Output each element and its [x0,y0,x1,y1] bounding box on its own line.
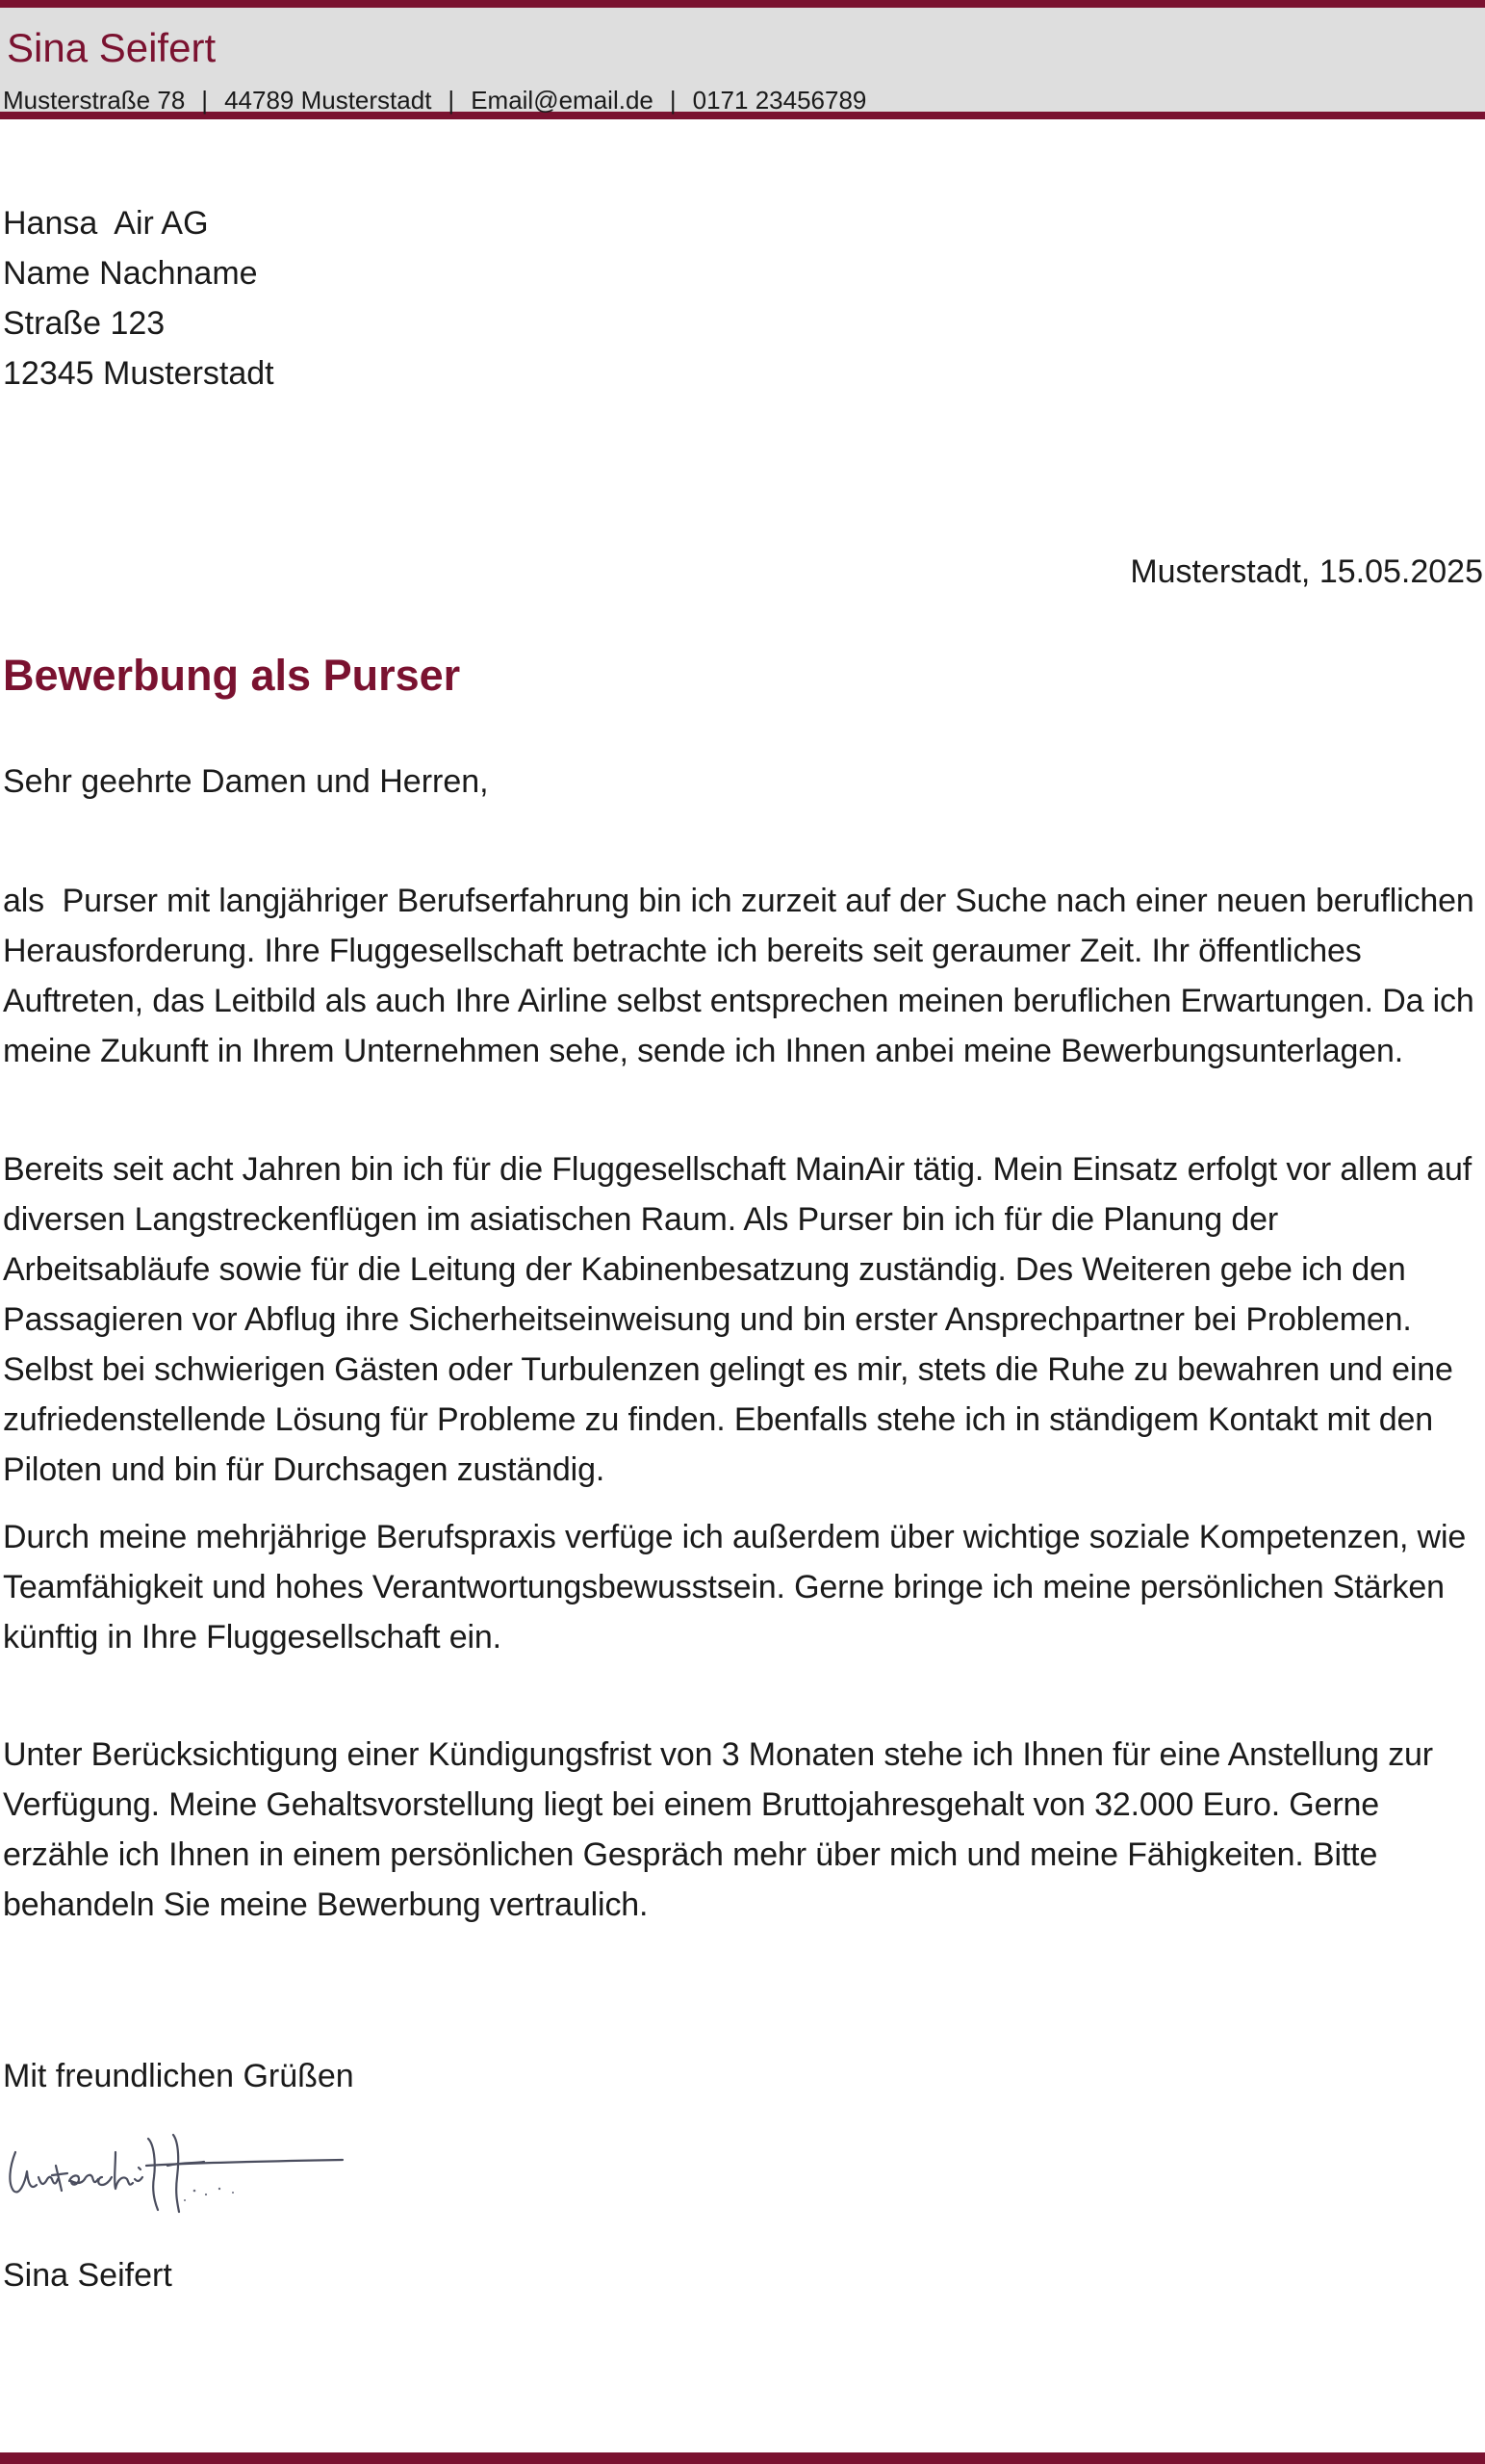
footer-accent-bar [0,2452,1485,2464]
contact-separator: | [201,86,209,115]
recipient-contact: Name Nachname [3,255,258,292]
letterhead [0,0,1485,119]
signer-name: Sina Seifert [3,2257,172,2294]
recipient-street: Straße 123 [3,305,166,342]
body-paragraph-2: Bereits seit acht Jahren bin ich für die Fluggesellschaft MainAir tätig. Mein Einsatz erfolgt vor allem auf diversen Langstreckenflügen im asiatischen Raum. Als Purser bin ich für die Planung der Arbeitsabläufe sowie für die Leitung der Kabinenbesatzung zuständig. Des Weiteren gebe ich den Passagieren vor Abflug ihre Sicherheitseinweisung und bin erster Ansprechpartner bei Problemen. Selbst bei schwierigen Gästen oder Turbulenzen gelingt es mir, stets die Ruhe zu bewahren und eine zufriedenstellende Lösung für Probleme zu finden. Ebenfalls stehe ich in ständigem Kontakt mit den Piloten und bin für Durchsagen zuständig. [3,1151,1472,1488]
recipient-company: Hansa Air AG [3,205,209,242]
recipient-address [3,198,274,398]
contact-separator: | [448,86,455,115]
sender-email: Email@email.de [471,86,653,115]
sender-city: 44789 Musterstadt [224,86,432,115]
recipient-city: 12345 Musterstadt [3,355,274,392]
sender-name: Sina Seifert [7,25,217,70]
sender-contact-line [3,85,866,116]
letter-subject: Bewerbung als Purser [3,651,461,700]
body-paragraph-3: Durch meine mehrjährige Berufspraxis verfüge ich außerdem über wichtige soziale Kompetenzen, wie Teamfähigkeit und hohes Verantwortungsbewusstsein. Gerne bringe ich meine persönlichen Stärken künftig in Ihre Fluggesellschaft ein. [3,1519,1467,1656]
salutation: Sehr geehrte Damen und Herren, [3,763,489,800]
body-paragraph-1: als Purser mit langjähriger Berufserfahrung bin ich zurzeit auf der Suche nach einer neuen beruflichen Herausforderung. Ihre Fluggesellschaft betrachte ich bereits seit geraumer Zeit. Ihr öffentliches Auftreten, das Leitbild als auch Ihre Airline selbst entsprechen meinen beruflichen Erwartungen. Da ich meine Zukunft in Ihrem Unternehmen sehe, sende ich Ihnen anbei meine Bewerbungsunterlagen. [3,883,1483,1069]
body-paragraph-4: Unter Berücksichtigung einer Kündigungsfrist von 3 Monaten stehe ich Ihnen für eine Anstellung zur Verfügung. Meine Gehaltsvorstellung liegt bei einem Bruttojahresgehalt von 32.000 Euro. Gerne erzähle ich Ihnen in einem persönlichen Gespräch mehr über mich und meine Fähigkeiten. Bitte behandeln Sie meine Bewerbung vertraulich. [3,1736,1433,1923]
sender-phone: 0171 23456789 [692,86,867,115]
place-and-date: Musterstadt, 15.05.2025 [1130,553,1483,590]
contact-separator: | [669,86,677,115]
sender-street: Musterstraße 78 [3,86,186,115]
signature-icon [2,2123,348,2220]
closing-phrase: Mit freundlichen Grüßen [3,2058,354,2094]
